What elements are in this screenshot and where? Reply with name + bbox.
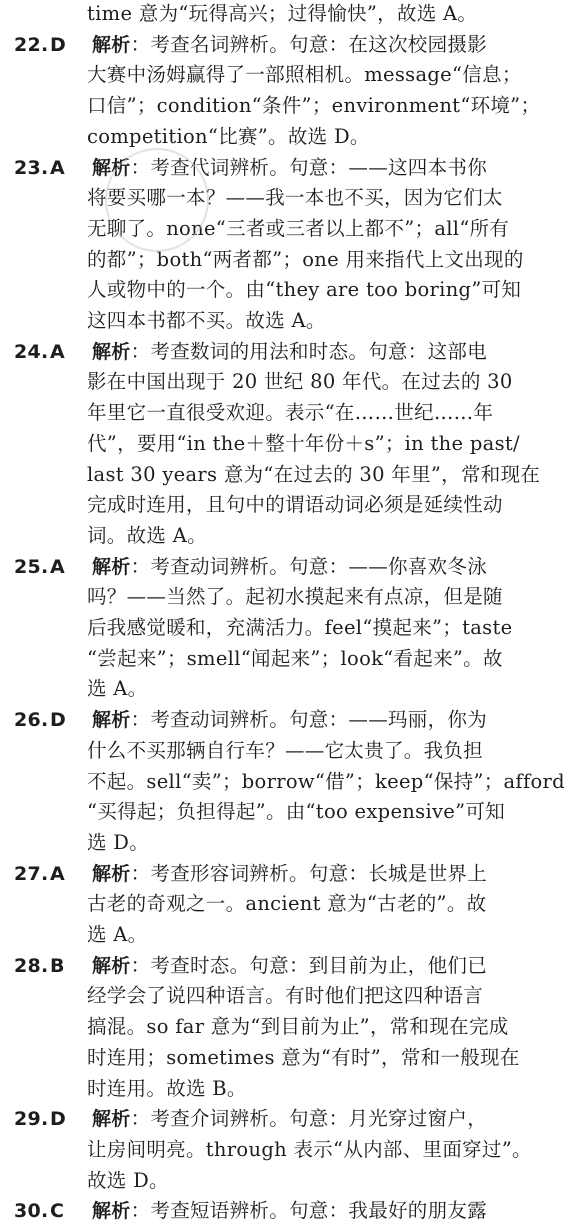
text-line <box>0 153 499 183</box>
analysis-text: 将要买哪一本？——我一本也不买，因为它们太 <box>87 186 503 210</box>
analysis-text: 口信”；condition“条件”；environment“环境”； <box>87 94 541 118</box>
text-line <box>0 1196 499 1226</box>
analysis-text: 时连用；sometimes 意为“有时”，常和一般现在 <box>87 1045 520 1069</box>
answer-letter: C <box>50 1200 65 1223</box>
analysis-text: ：考查动词辨析。句意：——玛丽，你为 <box>130 708 488 732</box>
analysis-label: 解析 <box>92 33 131 56</box>
text-line <box>0 1043 520 1073</box>
analysis-text: 时连用。故选 B。 <box>87 1076 247 1100</box>
analysis-label: 解析 <box>92 954 131 977</box>
analysis-text: 的都”；both“两者都”；one 用来指代上文出现的 <box>87 247 524 271</box>
analysis-text: 人或物中的一个。由“they are too boring”可知 <box>87 278 522 302</box>
text-line <box>0 674 499 704</box>
analysis-text: ：考查数词的用法和时态。句意：这部电 <box>130 339 488 363</box>
text-line <box>0 797 506 827</box>
question-number: 28. <box>14 954 49 977</box>
analysis-text: 让房间明亮。through 表示“从内部、里面穿过”。 <box>87 1137 532 1161</box>
analysis-text: 选 A。 <box>87 677 148 701</box>
text-line <box>0 490 503 520</box>
text-line <box>0 60 522 90</box>
analysis-text: ：考查动词辨析。句意：——你喜欢冬泳 <box>130 554 488 578</box>
text-line <box>0 981 499 1011</box>
text-line <box>0 920 499 950</box>
text-line <box>0 552 499 582</box>
answer-letter: D <box>50 33 67 56</box>
analysis-text: ：考查名词辨析。句意：在这次校园摄影 <box>130 32 488 56</box>
analysis-text: ：考查短语辨析。句意：我最好的朋友露 <box>130 1199 488 1223</box>
analysis-text: 选 A。 <box>87 923 148 946</box>
text-line <box>0 859 499 889</box>
analysis-text: 搞混。so far 意为“到目前为止”，常和现在完成 <box>87 1015 509 1039</box>
text-line <box>0 1104 499 1134</box>
analysis-label: 解析 <box>92 340 131 363</box>
analysis-text: 代”，要用“in the＋整十年份＋s”；in the past/ <box>87 431 520 455</box>
analysis-text: 无聊了。none“三者或三者以上都不”；all“所有 <box>87 216 510 240</box>
text-line <box>0 613 513 643</box>
analysis-text: 这四本书都不买。故选 A。 <box>87 309 326 332</box>
analysis-text: time 意为“玩得高兴；过得愉快”，故选 A。 <box>87 2 478 25</box>
analysis-label: 解析 <box>92 156 131 179</box>
analysis-label: 解析 <box>92 709 131 732</box>
analysis-label: 解析 <box>92 1200 131 1223</box>
analysis-text: “尝起来”；smell“闻起来”；look“看起来”。故 <box>87 646 503 670</box>
text-line <box>0 183 503 213</box>
answer-letter: D <box>50 1108 67 1131</box>
analysis-text: competition“比赛”。故选 D。 <box>87 124 370 148</box>
analysis-text: last 30 years 意为“在过去的 30 年里”，常和现在 <box>87 462 541 486</box>
text-line <box>0 398 499 428</box>
analysis-label: 解析 <box>92 1108 131 1131</box>
analysis-text: “买得起；负担得起”。由“too expensive”可知 <box>87 800 506 824</box>
text-line <box>0 337 499 367</box>
question-number: 24. <box>14 340 49 363</box>
question-number: 22. <box>14 33 49 56</box>
text-line <box>0 828 499 858</box>
text-line <box>0 460 541 490</box>
text-line <box>0 30 499 60</box>
text-line <box>0 582 503 612</box>
text-line <box>0 429 520 459</box>
analysis-text: 经学会了说四种语言。有时他们把这四种语言 <box>87 984 484 1008</box>
text-line <box>0 767 565 797</box>
question-number: 25. <box>14 555 49 578</box>
answer-letter: A <box>50 340 66 363</box>
answer-letter: A <box>50 862 66 885</box>
answer-letter: B <box>50 954 65 977</box>
text-line <box>0 644 503 674</box>
text-line <box>0 1012 509 1042</box>
analysis-text: 后我感觉暖和，充满活力。feel“摸起来”；taste <box>87 616 513 639</box>
text-line <box>0 705 499 735</box>
question-number: 23. <box>14 156 49 179</box>
analysis-text: 故选 D。 <box>87 1168 169 1192</box>
analysis-text: 影在中国出现于 20 世纪 80 年代。在过去的 30 <box>87 370 513 394</box>
analysis-text: 吗？——当然了。起初水摸起来有点凉，但是随 <box>87 585 503 609</box>
analysis-text: ：考查代词辨析。句意：——这四本书你 <box>130 155 488 179</box>
text-line <box>0 1074 499 1104</box>
analysis-text: 词。故选 A。 <box>87 523 207 547</box>
analysis-label: 解析 <box>92 862 131 885</box>
answer-letter: A <box>50 156 66 179</box>
analysis-text: 什么不买那辆自行车？——它太贵了。我负担 <box>87 738 484 762</box>
question-number: 30. <box>14 1200 49 1223</box>
question-number: 26. <box>14 709 49 732</box>
text-line <box>0 951 499 981</box>
analysis-text: 完成时连用，且句中的谓语动词必须是延续性动 <box>87 493 503 517</box>
text-line <box>0 736 499 766</box>
question-number: 27. <box>14 862 49 885</box>
analysis-text: 年里它一直很受欢迎。表示“在……世纪……年 <box>87 401 494 425</box>
text-line <box>0 0 499 29</box>
text-line <box>0 306 499 336</box>
text-line <box>0 245 524 275</box>
text-line <box>0 122 499 152</box>
answer-letter: D <box>50 709 67 732</box>
analysis-text: ：考查形容词辨析。句意：长城是世界上 <box>130 861 488 885</box>
question-number: 29. <box>14 1108 49 1131</box>
text-line <box>0 91 541 121</box>
analysis-label: 解析 <box>92 555 131 578</box>
text-line <box>0 367 513 397</box>
text-line <box>0 275 522 305</box>
text-line <box>0 1135 532 1165</box>
text-line <box>0 889 499 919</box>
analysis-text: ：考查时态。句意：到目前为止，他们已 <box>130 953 488 977</box>
text-line <box>0 214 510 244</box>
text-line <box>0 1166 499 1196</box>
analysis-text: 不起。sell“卖”；borrow“借”；keep“保持”；afford <box>87 769 565 793</box>
text-line <box>0 521 499 551</box>
analysis-text: 大赛中汤姆赢得了一部照相机。message“信息； <box>87 63 522 87</box>
answer-letter: A <box>50 555 66 578</box>
analysis-text: 古老的奇观之一。ancient 意为“古老的”。故 <box>87 892 487 916</box>
analysis-text: 选 D。 <box>87 830 150 854</box>
analysis-text: ：考查介词辨析。句意：月光穿过窗户， <box>130 1107 488 1131</box>
